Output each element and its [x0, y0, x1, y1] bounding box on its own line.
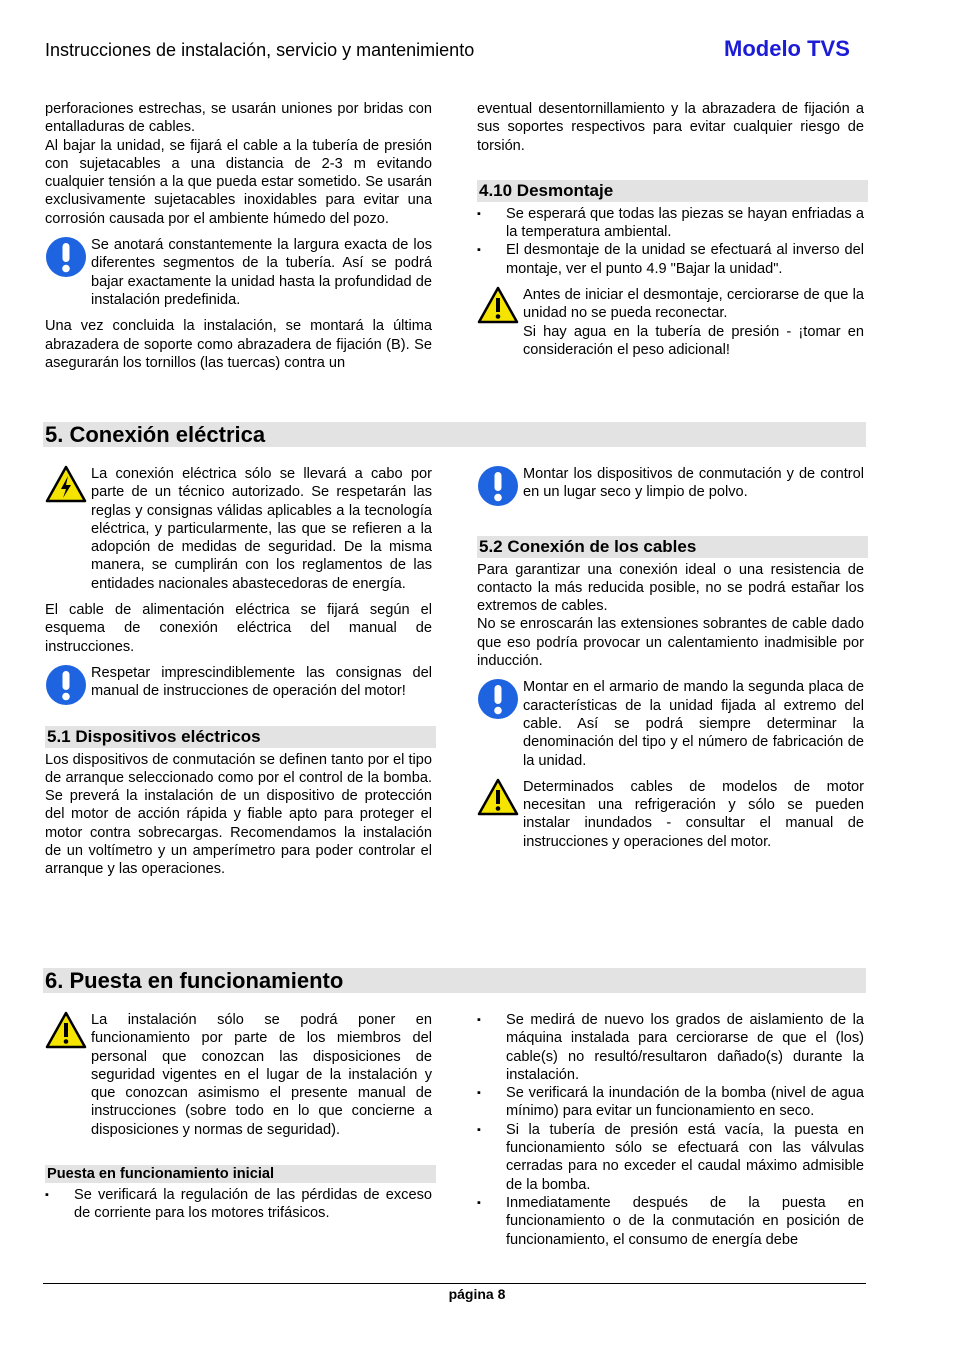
- callout-text: Respetar imprescindiblemente las consignas del manual de instrucciones de operación del motor!: [91, 664, 432, 700]
- paragraph: Para garantizar una conexión ideal o una resistencia de contacto la más reducida posible, no se podrá estañar los extremos de cables.: [477, 561, 864, 615]
- subsection-title: 5.1 Dispositivos eléctricos: [45, 726, 436, 748]
- callout-text: La conexión eléctrica sólo se llevará a cabo por parte de un técnico autorizado. Se respetarán las reglas y consignas válidas aplicables a la tecnología eléctrica, y particularmente, las que se refieren a la adopción de medidas de seguridad. De la misma manera, se cumplirán con los reglamentos de las entidades nacionales abastecedoras de energía.: [91, 466, 432, 592]
- paragraph: Los dispositivos de conmutación se definen tanto por el tipo de arranque seleccionado como por el control de la bomba. Se preverá la instalación de un dispositivo de protección del motor de acción rápida y fiable apto para proteger el motor contra sobrecargas. Recomendamos la instalación de un voltímetro y un amperímetro para poder controlar el arranque y las operaciones.: [45, 751, 432, 878]
- paragraph: perforaciones estrechas, se usarán uniones por bridas con entalladuras de cables.: [45, 101, 432, 136]
- callout-text: Se anotará constantemente la largura exacta de los diferentes segmentos de la tubería. Así se podrá bajar exactamente la unidad hasta la profundidad de instalación predefinida.: [91, 237, 432, 308]
- subsection-title: 5.2 Conexión de los cables: [477, 536, 868, 558]
- desmontaje-list: [477, 205, 864, 278]
- info-callout: [477, 465, 864, 502]
- paragraph: No se enroscarán las extensiones sobrantes de cable dado que eso podría provocar un calentamiento inadmisible por inducción.: [477, 616, 864, 670]
- warning-callout: [477, 286, 864, 359]
- list-item: ▪ Si la tubería de presión está vacía, la puesta en funcionamiento sólo se efectuará con las válvulas cerradas para no exceder el caudal máximo admisible de la bomba.: [477, 1121, 864, 1194]
- exclamation-info-icon: [45, 664, 87, 706]
- info-callout: [477, 678, 864, 769]
- exclamation-info-icon: [477, 465, 519, 507]
- model-name: Modelo TVS: [724, 36, 850, 61]
- callout-text: Si hay agua en la tubería de presión - ¡tomar en consideración el peso adicional!: [523, 323, 864, 358]
- top-right-column: [477, 100, 864, 359]
- info-callout: [45, 236, 432, 309]
- sec6-right-column: [477, 1011, 864, 1249]
- paragraph: eventual desentornillamiento y la abrazadera de fijación a sus soportes respectivos para evitar cualquier riesgo de torsión.: [477, 101, 864, 154]
- high-voltage-icon: [45, 465, 87, 503]
- paragraph: El cable de alimentación eléctrica se fijará según el esquema de conexión eléctrica del manual de instrucciones.: [45, 602, 432, 655]
- list-item: ▪ El desmontaje de la unidad se efectuará al inverso del montaje, ver el punto 4.9 "Bajar la unidad".: [477, 241, 864, 278]
- exclamation-info-icon: [45, 236, 87, 278]
- paragraph: Al bajar la unidad, se fijará el cable a la tubería de presión con sujetacables a una distancia de 2-3 m evitando cualquier tensión a la que pueda estar sometido. Se usarán exclusivamente sujetacables inoxidables para evitar una corrosión causada por el ambiente húmedo del pozo.: [45, 137, 432, 227]
- info-callout: [45, 664, 432, 701]
- warning-icon: [477, 286, 519, 324]
- exclamation-info-icon: [477, 678, 519, 720]
- list-item: ▪ Se medirá de nuevo los grados de aislamiento de la máquina instalada para cerciorarse de que el (los) cable(s) no resultó/resultaron dañado(s) durante la instalación.: [477, 1011, 864, 1084]
- section-title: 5. Conexión eléctrica: [43, 422, 866, 447]
- callout-text: La instalación sólo se podrá poner en funcionamiento por parte de los miembros del personal que conozcan las disposiciones de seguridad vigentes en el lugar de la instalación y que conozcan asimismo el presente manual de instrucciones (sobre todo en lo que concierne a disposiciones y normas de seguridad).: [91, 1012, 432, 1138]
- callout-text: Determinados cables de modelos de motor necesitan una refrigeración y sólo se pueden instalar inundados - consultar el manual de instrucciones y operaciones del motor.: [523, 778, 864, 850]
- electric-warning-callout: [45, 465, 432, 593]
- paragraph: Una vez concluida la instalación, se montará la última abrazadera de soporte como abrazadera de fijación (B). Se asegurarán los tornillos (las tuercas) contra un: [45, 318, 432, 371]
- section-title: 6. Puesta en funcionamiento: [43, 968, 866, 993]
- commissioning-list-right: [477, 1011, 864, 1249]
- warning-callout: [477, 778, 864, 851]
- warning-icon: [45, 1011, 87, 1049]
- header-title: Instrucciones de instalación, servicio y mantenimiento: [45, 40, 475, 60]
- callout-text: Antes de iniciar el desmontaje, cerciorarse de que la unidad no se pueda reconectar.: [523, 287, 864, 322]
- sec6-left-column: [45, 1011, 432, 1223]
- callout-text: Montar los dispositivos de conmutación y de control en un lugar seco y limpio de polvo.: [523, 466, 864, 501]
- subsection-title: 4.10 Desmontaje: [477, 180, 868, 202]
- page-number: página 8: [448, 1286, 506, 1302]
- list-item: ▪ Inmediatamente después de la puesta en funcionamiento o de la conmutación en posición de funcionamiento, el consumo de energía debe: [477, 1194, 864, 1249]
- list-item: ▪ Se esperará que todas las piezas se hayan enfriadas a la temperatura ambiental.: [477, 205, 864, 242]
- commissioning-list-left: [45, 1186, 432, 1223]
- list-item: ▪ Se verificará la regulación de las pérdidas de exceso de corriente para los motores trifásicos.: [45, 1186, 432, 1223]
- sec5-left-column: [45, 465, 432, 879]
- footer-divider: [43, 1283, 866, 1284]
- top-left-column: [45, 100, 432, 372]
- warning-icon: [477, 778, 519, 816]
- sec5-right-column: [477, 465, 864, 851]
- warning-callout: [45, 1011, 432, 1139]
- callout-text: Montar en el armario de mando la segunda placa de características de la unidad fijada al extremo del cable. Así se podrá siempre determinar la denominación del tipo y el número de fabricación de la unidad.: [523, 679, 864, 769]
- subsection-title: Puesta en funcionamiento inicial: [45, 1165, 436, 1183]
- list-item: ▪ Se verificará la inundación de la bomba (nivel de agua mínimo) para evitar un funcionamiento en seco.: [477, 1084, 864, 1121]
